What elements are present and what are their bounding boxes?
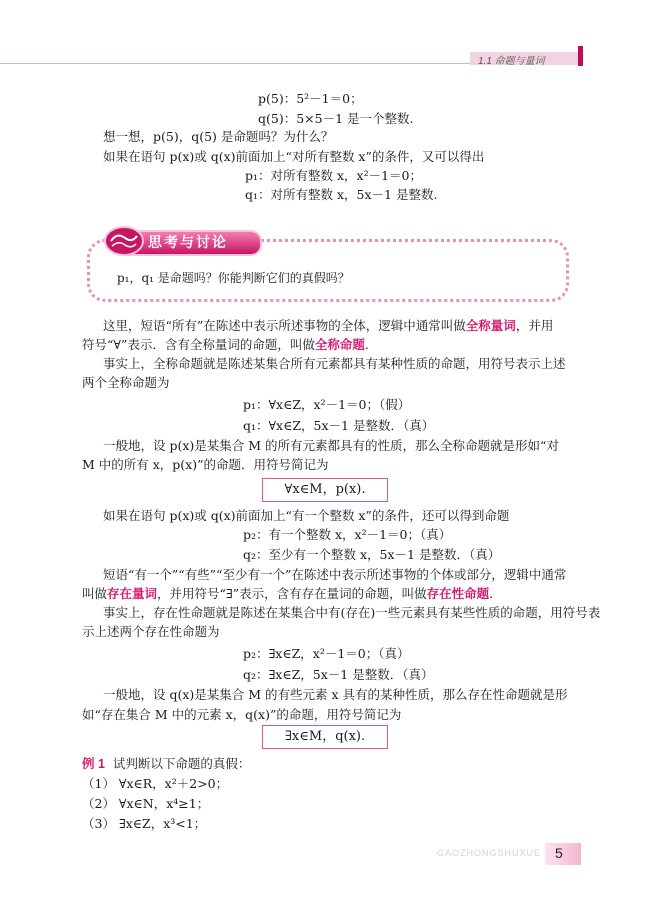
text-line: 事实上，存在性命题就是陈述在某集合中有(存在)一些元素具有某些性质的命题，用符号表 [103,605,601,620]
header-section: 1.1 命题与量词 [478,56,545,67]
text-line: q₁：对所有整数 x，5x－1 是整数. [245,187,438,202]
text-line: 符号“∀”表示．含有全称量词的命题，叫做全称命题. [82,337,369,352]
text-line: 示上述两个存在性命题为 [82,624,220,639]
term-existential-quantifier: 存在量词 [107,586,158,601]
page-number: 5 [555,845,563,861]
term-universal-quantifier: 全称量词 [465,318,516,333]
text-line: p₂：∃x∈Z，x²－1＝0；（真） [243,646,410,661]
header-accent-bar [578,46,583,66]
text-line: 如果在语句 p(x)或 q(x)前面加上“有一个整数 x”的条件，还可以得到命题 [103,508,510,523]
text-line: q₂：∃x∈Z，5x－1 是整数．（真） [243,667,434,682]
example-item: （2） ∀x∈N，x⁴≥1； [82,796,210,811]
text-line: 如“存在集合 M 中的元素 x，q(x)”的命题，用符号简记为 [82,707,402,722]
text-line: 想一想，p(5)，q(5) 是命题吗？为什么？ [103,129,334,144]
text-line: 一般地，设 p(x)是某集合 M 的所有元素都具有的性质，那么全称命题就是形如“对 [103,438,559,453]
text-line: M 中的所有 x，p(x)”的命题．用符号简记为 [82,457,329,472]
text-line: 这里，短语“所有”在陈述中表示所述事物的全体，逻辑中通常叫做全称量词，并用 [103,318,554,333]
text-line: 如果在语句 p(x)或 q(x)前面加上“对所有整数 x”的条件，又可以得出 [103,149,485,164]
text-line: p₂：有一个整数 x，x²－1＝0；（真） [243,527,452,542]
term-existential-proposition: 存在性命题 [426,586,490,601]
text-line: q₁：∀x∈Z，5x－1 是整数．（真） [243,418,435,433]
text-line: 事实上，全称命题就是陈述某集合所有元素都具有某种性质的命题，用符号表示上述 [103,356,566,371]
text-line: 叫做存在量词，并用符号“∃”表示，含有存在量词的命题，叫做存在性命题. [82,586,494,601]
discussion-text: p₁，q₁ 是命题吗？你能判断它们的真假吗？ [117,271,350,285]
term-universal-proposition: 全称命题 [314,337,365,352]
example-label: 例 1 [82,757,105,771]
text-line: p₁：∀x∈Z，x²－1＝0；（假） [243,397,411,412]
existential-notation-box: ∃x∈M，q(x). [262,725,388,749]
universal-notation-box: ∀x∈M，p(x). [262,478,388,502]
text-line: 一般地，设 q(x)是某集合 M 的有些元素 x 具有的某种性质，那么存在性命题就是形 [103,687,568,702]
text-line: p(5)：5²－1＝0； [258,91,363,106]
text-line: q₂：至少有一个整数 x，5x－1 是整数．（真） [243,547,501,562]
swirl-icon [103,224,145,258]
text-line: q(5)：5×5－1 是一个整数. [258,111,414,126]
example-item: （3） ∃x∈Z，x³<1； [82,816,207,831]
section-badge-label: 思考与讨论 [148,234,228,250]
text-line: p₁：对所有整数 x，x²－1＝0； [245,168,423,183]
example-heading: 例 1 试判断以下命题的真假： [82,756,251,771]
example-item: （1） ∀x∈R，x²＋2>0； [82,776,229,791]
footer-series: GAOZHONGSHUXUE [437,848,542,858]
text-line: 两个全称命题为 [82,375,170,390]
footer-bar [545,843,581,865]
text-line: 短语“有一个”“有些”“至少有一个”在陈述中表示所述事物的个体或部分，逻辑中通常 [103,567,567,582]
